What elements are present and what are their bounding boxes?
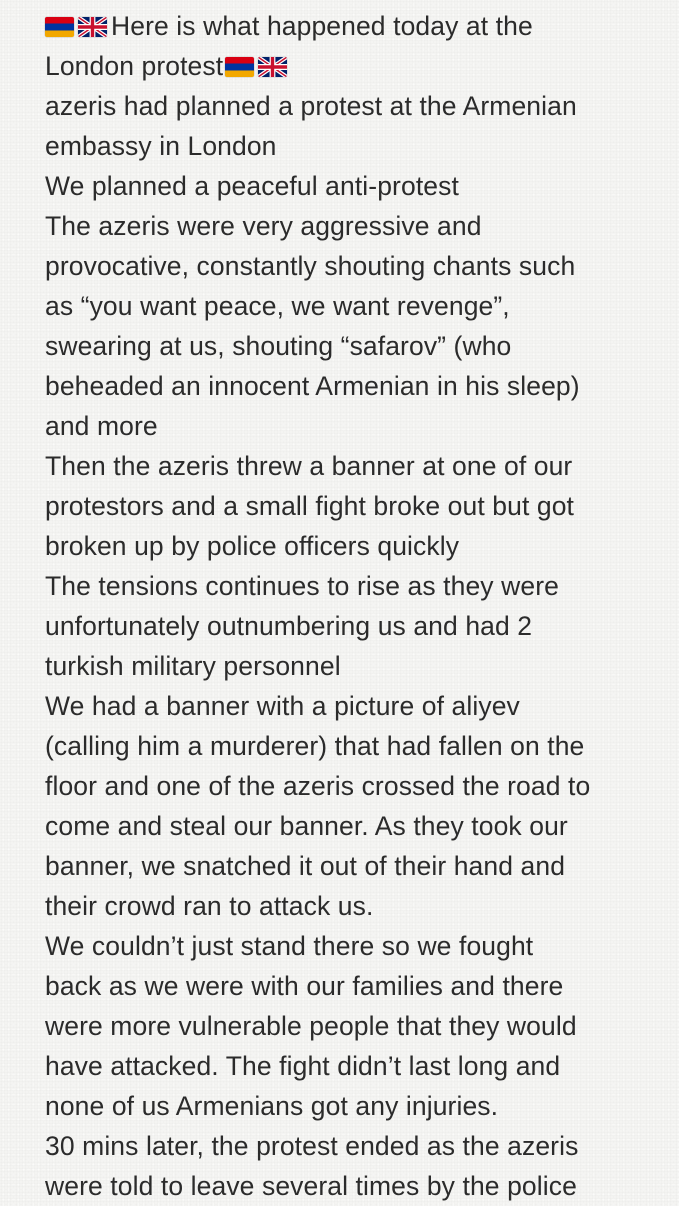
- note-line-18: We had a banner with a picture of aliyev: [45, 691, 520, 721]
- note-line-19: (calling him a murderer) that had fallen on the: [45, 731, 585, 761]
- note-line-30: were told to leave several times by the police: [45, 1171, 577, 1201]
- note-line-11: and more: [45, 411, 158, 441]
- note-line-text: London protest: [45, 51, 224, 81]
- note-line-5: We planned a peaceful anti-protest: [45, 171, 459, 201]
- note-line-text: Here is what happened today at the: [111, 11, 533, 41]
- note-line-6: The azeris were very aggressive and: [45, 211, 482, 241]
- note-line-29: 30 mins later, the protest ended as the azeris: [45, 1131, 579, 1161]
- note-line-24: We couldn’t just stand there so we fought: [45, 931, 534, 961]
- note-body: [45, 6, 675, 1206]
- note-line-3: azeris had planned a protest at the Armenian: [45, 91, 577, 121]
- note-line-13: protestors and a small fight broke out but got: [45, 491, 575, 521]
- note-line-23: their crowd ran to attack us.: [45, 891, 374, 921]
- note-line-15: The tensions continues to rise as they were: [45, 571, 559, 601]
- note-line-16: unfortunately outnumbering us and had 2: [45, 611, 533, 641]
- note-line-12: Then the azeris threw a banner at one of our: [45, 451, 573, 481]
- note-line-2: [45, 46, 675, 86]
- note-line-20: floor and one of the azeris crossed the road to: [45, 771, 591, 801]
- note-line-4: embassy in London: [45, 131, 277, 161]
- note-line-22: banner, we snatched it out of their hand and: [45, 851, 566, 881]
- note-line-27: have attacked. The fight didn’t last long and: [45, 1051, 561, 1081]
- note-line-14: broken up by police officers quickly: [45, 531, 460, 561]
- note-line-8: as “you want peace, we want revenge”,: [45, 291, 510, 321]
- note-line-28: none of us Armenians got any injuries.: [45, 1091, 499, 1121]
- note-line-7: provocative, constantly shouting chants such: [45, 251, 576, 281]
- note-line-17: turkish military personnel: [45, 651, 341, 681]
- note-line-21: come and steal our banner. As they took our: [45, 811, 568, 841]
- armenia-flag-icon: [45, 17, 74, 37]
- note-line-26: were more vulnerable people that they would: [45, 1011, 577, 1041]
- note-line-1: [45, 6, 675, 46]
- note-line-10: beheaded an innocent Armenian in his sleep): [45, 371, 580, 401]
- uk-flag-icon: [78, 17, 107, 37]
- note-line-9: swearing at us, shouting “safarov” (who: [45, 331, 512, 361]
- armenia-flag-icon: [225, 57, 254, 77]
- uk-flag-icon: [258, 57, 287, 77]
- note-line-25: back as we were with our families and there: [45, 971, 564, 1001]
